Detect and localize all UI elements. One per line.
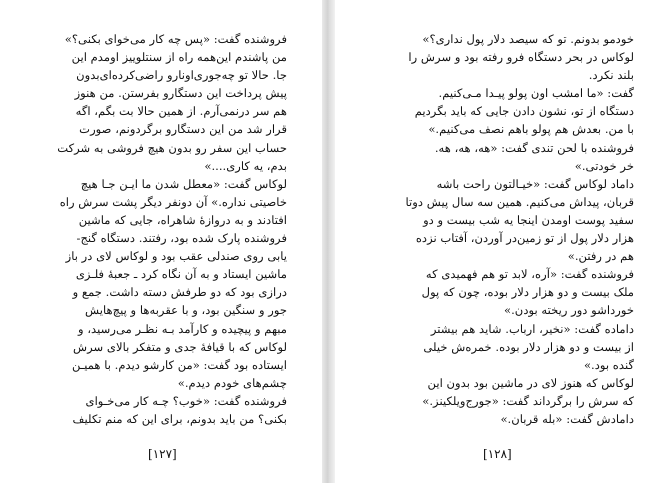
text-line: لوکاس که هنوز لای در ماشین بود بدون این — [427, 375, 634, 390]
text-line: سفید پوست اومدن اینجا یه شب بیست و دو — [423, 212, 634, 227]
text-line: فروشنده پارک شده بود، رفتند. دستگاه گنج- — [76, 231, 287, 246]
text-line: هزار دلار پول از تو زمین‌در آوردن، آفتاب نزده — [415, 231, 634, 246]
text-line: مبهم و پیچیده و کارآمد بـه نظـر می‌رسید، و — [78, 321, 287, 336]
text-line: فروشنده گفت: «آره، لابد تو هم فهمیدی که — [425, 267, 634, 282]
text-line: بکنی؟ من باید بدونم، برای این که منم تکلیف — [72, 411, 287, 426]
text-line: ملک بیست و دو هزار دلار بوده، چون که پول — [421, 285, 634, 300]
text-line: از بیست و دو هزار دلار بوده. خمره‌ش خیلی — [423, 339, 634, 354]
text-line: جور و سنگین بود، و با عقربه‌ها و پیچ‌هایش — [85, 303, 287, 318]
text-line: قرار شد من این دستگارو برگردونم، صورت — [79, 122, 287, 137]
text-line: که سرش را برگرداند گفت: «جورج‌ویلکینز.» — [422, 393, 634, 408]
text-line: داماده گفت: «نخیر، ارباب. شاید هم بیشتر — [430, 321, 634, 336]
text-line: هم سر درنمی‌آرم. از همین حالا بت بگم، اگه — [75, 104, 287, 119]
text-line: فروشنده گفت: «پس چه کار می‌خوای بکنی؟» — [64, 32, 287, 46]
text-line: افتادند و به دروازهٔ شاهراه، جایی که ماشین — [78, 212, 287, 227]
text-line: جا. حالا تو چه‌جوری‌اونارو راضی‌کرده‌ای‌بدون — [76, 68, 287, 83]
text-line: فروشنده گفت: «خوب؟ چـه کار می‌خـوای — [85, 393, 287, 408]
text-line: گفت: «ما امشب اون پولو پیـدا مـی‌کنیم. — [438, 86, 634, 101]
text-line: ماشین ایستاد و به آن نگاه کرد ـ جعبهٔ فلـزی — [75, 267, 287, 282]
text-line: ایستاده بود گفت: «من کارشو دیدم. با همیـن — [71, 357, 287, 372]
text-line: هم در رفتن.» — [567, 249, 634, 264]
text-line: بلند نکرد. — [588, 68, 634, 83]
text-line: با من. بعدش هم پولو باهم نصف می‌کنیم.» — [428, 122, 634, 137]
text-line: خورداشو دور ریخته بودن.» — [504, 303, 634, 318]
text-line: گنده بود.» — [583, 357, 634, 372]
text-line: درازی بود که دو طرفش دسته داشت. جمع و — [72, 285, 287, 300]
text-line: دامادش گفت: «بله قربان.» — [500, 411, 634, 426]
text-line: لوکاس که با قیافهٔ جدی و متفکر بالای سرش — [72, 339, 287, 354]
text-line: خر خودتی.» — [574, 158, 634, 173]
text-line: پیش پرداخت این دستگارو بفرستن. من هنوز — [74, 86, 287, 101]
text-line: فروشنده با لحن تندی گفت: «هه، هه، هه. — [434, 140, 634, 155]
text-line: یابی روی صندلی عقب بود و لوکاس لای در باز — [65, 249, 287, 264]
text-line: بدم، یه کاری....» — [204, 158, 287, 173]
text-line: چشم‌های خودم دیدم.» — [177, 375, 287, 390]
right-page-text — [369, 30, 634, 428]
text-line: داماد لوکاس گفت: «خیـالتون راحت باشه — [436, 176, 634, 191]
text-line: حساب این سفر رو بدون هیچ فروشی به شرکت — [57, 140, 287, 155]
text-line: لوکاس در بحر دستگاه فرو رفته بود و سرش را — [408, 50, 634, 65]
left-page — [0, 0, 322, 483]
text-line: من پاشندم این‌همه راه از سنتلوییز اومدم این — [71, 50, 287, 65]
page-number: [۱۲۷] — [148, 447, 177, 461]
book-gutter — [322, 0, 335, 483]
page-number: [۱۲۸] — [483, 447, 512, 461]
text-line: قربان، پیداش می‌کنیم. همین سه سال پیش دوتا — [405, 194, 634, 209]
right-page — [335, 0, 657, 483]
left-page-text — [40, 30, 287, 428]
text-line: خاصیتی نداره.» آن دونفر دیگر پشت سرش راه — [59, 194, 287, 209]
text-line: دستگاه از تو، نشون دادن جایی که باید بگردیم — [414, 104, 634, 119]
text-line: خودمو بدونم. تو که سیصد دلار پول نداری؟» — [422, 32, 634, 46]
text-line: لوکاس گفت: «معطل شدن ما ایـن جـا هیچ — [80, 176, 287, 191]
